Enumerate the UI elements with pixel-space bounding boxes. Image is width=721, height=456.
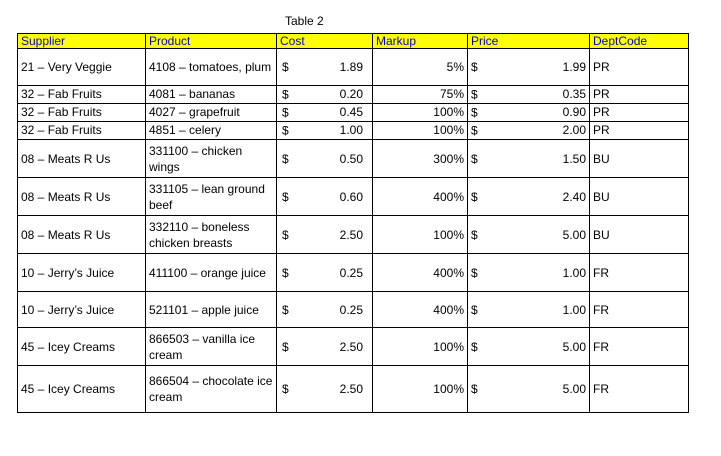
header-markup: Markup	[373, 34, 468, 49]
markup-cell	[373, 178, 468, 216]
currency-symbol: $	[471, 382, 478, 396]
currency-symbol: $	[471, 105, 478, 119]
currency-symbol: $	[471, 123, 478, 137]
product-cell: 411100 – orange juice	[146, 254, 277, 292]
supplier-cell: 08 – Meats R Us	[18, 178, 146, 216]
product-cell: 866504 – chocolate ice cream	[146, 366, 277, 413]
cost-value: 0.20	[339, 87, 363, 101]
cost-value: 0.50	[339, 151, 363, 166]
product-cell: 866503 – vanilla ice cream	[146, 328, 277, 366]
table-row	[18, 178, 689, 216]
markup-cell	[373, 140, 468, 178]
price-value: 0.90	[562, 105, 586, 119]
markup-cell	[373, 328, 468, 366]
price-value: 5.00	[562, 227, 586, 242]
product-cell: 331105 – lean ground beef	[146, 178, 277, 216]
markup-value: 5%	[446, 60, 464, 74]
table-row	[18, 328, 689, 366]
currency-symbol: $	[471, 189, 478, 204]
table-row	[18, 49, 689, 86]
product-cell: 4027 – grapefruit	[146, 104, 277, 122]
currency-symbol: $	[282, 123, 289, 137]
table-row	[18, 292, 689, 328]
markup-cell	[373, 366, 468, 413]
supplier-cell: 10 – Jerry’s Juice	[18, 292, 146, 328]
cost-value: 0.25	[339, 302, 363, 317]
table-title: Table 2	[285, 14, 324, 28]
price-value: 1.00	[562, 302, 586, 317]
markup-cell	[373, 122, 468, 140]
currency-symbol: $	[282, 87, 289, 101]
markup-value: 75%	[439, 87, 464, 101]
header-row	[18, 34, 689, 49]
price-value: 2.00	[562, 123, 586, 137]
markup-cell	[373, 216, 468, 254]
currency-symbol: $	[282, 339, 289, 354]
header-product: Product	[146, 34, 277, 49]
markup-value: 300%	[433, 151, 464, 166]
price-value: 5.00	[562, 339, 586, 354]
cost-value: 2.50	[339, 382, 363, 396]
supplier-table	[17, 33, 689, 413]
markup-value: 100%	[433, 382, 464, 396]
cost-cell	[277, 104, 373, 122]
price-value: 5.00	[562, 382, 586, 396]
supplier-cell: 32 – Fab Fruits	[18, 122, 146, 140]
cost-value: 0.45	[339, 105, 363, 119]
currency-symbol: $	[282, 60, 289, 74]
dept-cell: FR	[590, 328, 689, 366]
product-cell: 332110 – boneless chicken breasts	[146, 216, 277, 254]
dept-cell: FR	[590, 254, 689, 292]
price-value: 1.99	[562, 60, 586, 74]
header-price: Price	[468, 34, 590, 49]
product-cell: 521101 – apple juice	[146, 292, 277, 328]
currency-symbol: $	[282, 382, 289, 396]
currency-symbol: $	[471, 339, 478, 354]
supplier-cell: 21 – Very Veggie	[18, 49, 146, 86]
markup-cell	[373, 86, 468, 104]
dept-cell: BU	[590, 140, 689, 178]
cost-cell	[277, 328, 373, 366]
table-row	[18, 86, 689, 104]
markup-value: 400%	[433, 265, 464, 280]
supplier-cell: 32 – Fab Fruits	[18, 86, 146, 104]
price-cell	[468, 49, 590, 86]
cost-cell	[277, 140, 373, 178]
price-cell	[468, 104, 590, 122]
markup-value: 100%	[433, 123, 464, 137]
dept-cell: BU	[590, 178, 689, 216]
currency-symbol: $	[282, 302, 289, 317]
table-row	[18, 122, 689, 140]
markup-value: 400%	[433, 189, 464, 204]
cost-cell	[277, 366, 373, 413]
cost-cell	[277, 216, 373, 254]
price-value: 1.00	[562, 265, 586, 280]
dept-cell: PR	[590, 104, 689, 122]
product-cell: 4081 – bananas	[146, 86, 277, 104]
currency-symbol: $	[471, 265, 478, 280]
supplier-cell: 32 – Fab Fruits	[18, 104, 146, 122]
dept-cell: PR	[590, 49, 689, 86]
table-row	[18, 140, 689, 178]
markup-value: 100%	[433, 227, 464, 242]
product-cell: 4851 – celery	[146, 122, 277, 140]
dept-cell: PR	[590, 86, 689, 104]
supplier-cell: 10 – Jerry’s Juice	[18, 254, 146, 292]
price-cell	[468, 86, 590, 104]
price-cell	[468, 292, 590, 328]
cost-cell	[277, 49, 373, 86]
currency-symbol: $	[471, 87, 478, 101]
dept-cell: BU	[590, 216, 689, 254]
price-cell	[468, 328, 590, 366]
cost-cell	[277, 254, 373, 292]
currency-symbol: $	[282, 105, 289, 119]
dept-cell: FR	[590, 366, 689, 413]
header-cost: Cost	[277, 34, 373, 49]
dept-cell: FR	[590, 292, 689, 328]
cost-value: 0.60	[339, 189, 363, 204]
supplier-cell: 45 – Icey Creams	[18, 366, 146, 413]
price-value: 2.40	[562, 189, 586, 204]
markup-cell	[373, 254, 468, 292]
price-cell	[468, 122, 590, 140]
cost-cell	[277, 292, 373, 328]
supplier-cell: 08 – Meats R Us	[18, 216, 146, 254]
currency-symbol: $	[471, 302, 478, 317]
price-cell	[468, 366, 590, 413]
table-row	[18, 104, 689, 122]
product-cell: 4108 – tomatoes, plum	[146, 49, 277, 86]
dept-cell: PR	[590, 122, 689, 140]
currency-symbol: $	[282, 151, 289, 166]
currency-symbol: $	[282, 227, 289, 242]
cost-value: 0.25	[339, 265, 363, 280]
supplier-cell: 08 – Meats R Us	[18, 140, 146, 178]
table-row	[18, 254, 689, 292]
currency-symbol: $	[282, 265, 289, 280]
markup-value: 100%	[433, 105, 464, 119]
markup-cell	[373, 49, 468, 86]
price-cell	[468, 178, 590, 216]
table-row	[18, 216, 689, 254]
currency-symbol: $	[471, 227, 478, 242]
markup-cell	[373, 104, 468, 122]
cost-cell	[277, 122, 373, 140]
markup-cell	[373, 292, 468, 328]
currency-symbol: $	[282, 189, 289, 204]
price-value: 0.35	[562, 87, 586, 101]
cost-cell	[277, 86, 373, 104]
currency-symbol: $	[471, 151, 478, 166]
price-cell	[468, 216, 590, 254]
price-cell	[468, 140, 590, 178]
header-dept: DeptCode	[590, 34, 689, 49]
markup-value: 400%	[433, 302, 464, 317]
cost-value: 1.89	[339, 60, 363, 74]
price-value: 1.50	[562, 151, 586, 166]
currency-symbol: $	[471, 60, 478, 74]
markup-value: 100%	[433, 339, 464, 354]
product-cell: 331100 – chicken wings	[146, 140, 277, 178]
table-row	[18, 366, 689, 413]
cost-value: 2.50	[339, 339, 363, 354]
cost-value: 1.00	[339, 123, 363, 137]
price-cell	[468, 254, 590, 292]
cost-cell	[277, 178, 373, 216]
supplier-cell: 45 – Icey Creams	[18, 328, 146, 366]
cost-value: 2.50	[339, 227, 363, 242]
header-supplier: Supplier	[18, 34, 146, 49]
